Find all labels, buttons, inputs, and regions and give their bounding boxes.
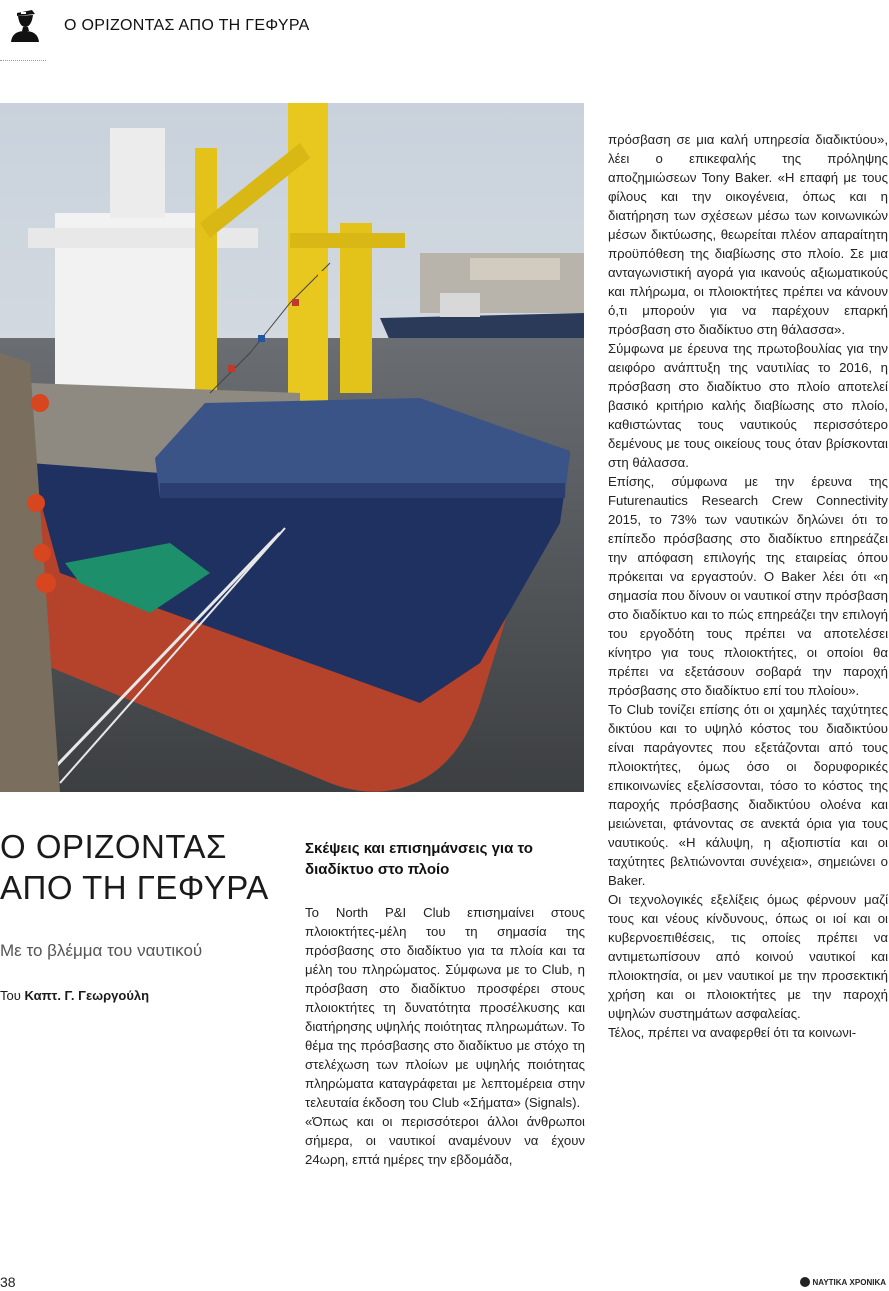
paragraph: Τέλος, πρέπει να αναφερθεί ότι τα κοινωνι-	[608, 1025, 857, 1040]
section-title: Ο ΟΡΙΖΟΝΤΑΣ ΑΠΟ ΤΗ ΓΕΦΥΡΑ	[64, 17, 310, 34]
paragraph: Οι τεχνολογικές εξελίξεις όμως φέρνουν μαζί τους και νέους κίνδυνους, όπως οι ιοί και οι κυβερνοεπιθέσεις, τις οποίες πρέπει να αντιμετωπίσουν από κοινού ναυτικοί και πλοιοκτησία, οι μεν ναυτικοί με την προσεκτική χρήση και οι πλοιοκτήτες με την παροχή υψηλών συστημάτων ασφαλείας.	[608, 892, 888, 1021]
body-column-3	[608, 130, 888, 1042]
page-header	[0, 0, 889, 60]
ship-photo	[0, 103, 584, 792]
author-name: Καπτ. Γ. Γεωργούλη	[24, 988, 150, 1003]
paragraph: «Όπως και οι περισσότεροι άλλοι άνθρωποι σήμερα, οι ναυτικοί αναμένουν να έχουν 24ωρη, επτά ημέρες την εβδομάδα,	[305, 1114, 585, 1167]
brand-name: ΝΑΥΤΙΚΑ ΧΡΟΝΙΚΑ	[812, 1277, 886, 1287]
header-divider	[0, 60, 46, 61]
article-title-line1: Ο ΟΡΙΖΟΝΤΑΣ	[0, 828, 227, 865]
article-subtitle: Με το βλέμμα του ναυτικού	[0, 941, 203, 960]
paragraph: Το Club τονίζει επίσης ότι οι χαμηλές ταχύτητες δικτύου και το υψηλό κόστος του διαδικτύου είναι παράγοντες που εξετάζονται από τους πλοιοκτήτες, όμως όσο οι δορυφορικές επικοινωνίες εξελίσσονται, τόσο το κόστος της παροχής πρόσβασης διαδικτύου ολοένα και μειώνεται, φτάνοντας σε ανεκτά όρια για τους ναυτικούς. «Η κάλυψη, η αξιοπιστία και οι ταχύτητες βελτιώνονται συνέχεια», σημειώνει ο Baker.	[608, 702, 888, 888]
brand-logo-icon	[800, 1277, 810, 1287]
paragraph: Επίσης, σύμφωνα με την έρευνα της Futurenautics Research Crew Connectivity 2015, το 73% των ναυτικών δηλώνει ότι το επίπεδο πρόσβασης στο διαδίκτυο επηρεάζει την απόφαση επιλογής της εταιρείας όπου πρόκειται να εργαστούν. Ο Baker λέει ότι «η σημασία που δίνουν οι ναυτικοί στην πρόσβαση στο διαδίκτυο και το πώς επηρεάζει την επιλογή του εργοδότη τους πρέπει να αποτελέσει κίνητρο για τους πλοιοκτήτες, οι οποίοι θα πρέπει να εξετάσουν σοβαρά την παροχή πρόσβασης στο διαδίκτυο επί του πλοίου».	[608, 474, 888, 698]
publication-brand	[800, 1277, 887, 1287]
captain-silhouette-icon	[8, 4, 42, 42]
byline	[0, 988, 149, 1003]
section-heading: Σκέψεις και επισημάνσεις για το διαδίκτυο στο πλοίο	[305, 840, 533, 878]
body-column-2	[305, 903, 585, 1169]
page-number: 38	[0, 1274, 16, 1290]
paragraph: Σύμφωνα με έρευνα της πρωτοβουλίας για την αειφόρο ανάπτυξη της ναυτιλίας το 2016, η πρόσβαση στο διαδίκτυο στο πλοίο αποτελεί βασικό κριτήριο καλής διαβίωσης στο πλοίο, καθιστώντας τους ναυτικούς περισσότερο δεμένους με τους οικείους τους όταν βρίσκονται στη θάλασσα.	[608, 341, 888, 470]
byline-prefix: Του	[0, 988, 21, 1003]
article-title-line2: ΑΠΟ ΤΗ ΓΕΦΥΡΑ	[0, 869, 269, 906]
paragraph: πρόσβαση σε μια καλή υπηρεσία διαδικτύου», λέει ο επικεφαλής της πρόληψης αποζημιώσεων Tony Baker. «Η επαφή με τους φίλους και την οικογένεια, όπως και η διατήρηση των σχέσεων μέσω των κοινωνικών μέσων δικτύωσης, θεωρείται πλέον απαραίτητη προϋπόθεση της διαβίωσης στο πλοίο. Σε μια ανταγωνιστική αγορά για ικανούς αξιωματικούς και πλήρωμα, οι πλοιοκτήτες πρέπει να κάνουν ό,τι μπορούν για να παρέχουν επαρκή πρόσβαση στο διαδίκτυο στη θάλασσα».	[608, 132, 888, 337]
article-title	[0, 826, 269, 908]
paragraph: Το North P&I Club επισημαίνει στους πλοιοκτήτες-μέλη του τη σημασία της πρόσβασης στο διαδίκτυο για τα πλοία και τα μέλη του πληρώματος. Σύμφωνα με το Club, η πρόσβαση στο διαδίκτυο προσφέρει στους πλοιοκτήτες τη δυνατότητα προσέλκυσης και διατήρησης υψηλής ποιότητας πληρωμάτων. Το θέμα της πρόσβασης στο διαδίκτυο με στόχο τη στελέχωση των πλοίων με υψηλής ποιότητας πληρώματα καταγράφεται με λεπτομέρεια στην τελευταία έκδοση του Club «Σήματα» (Signals).	[305, 905, 585, 1110]
